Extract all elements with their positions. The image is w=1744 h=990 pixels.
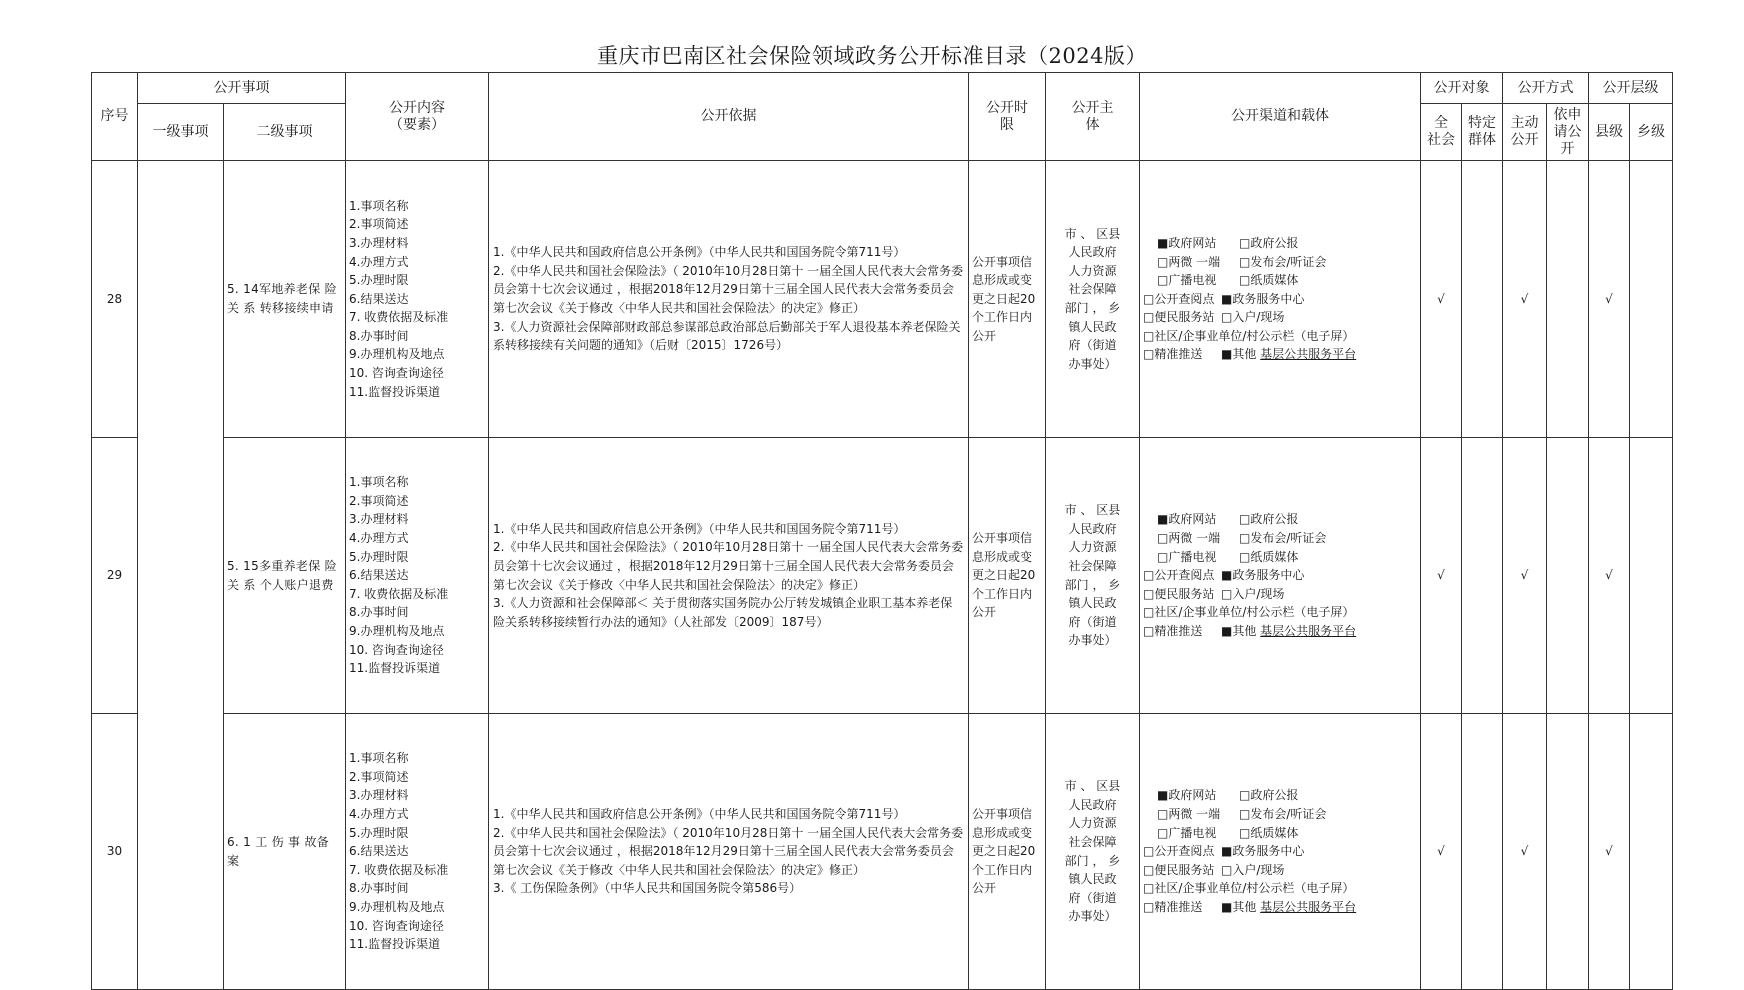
content-list: 1.事项名称 2.事项简述 3.办理材料 4.办理方式 5.办理时限 6.结果送达 7. 收费依据及标准 8.办事时间 9.办理机构及地点 10. 咨询查询途径 11.监督投诉渠道 [346, 438, 489, 714]
channel-list: ■政府网站 □政府公报 □两微 一端 □发布会/听证会 □广播电视 □纸质媒体 □公开查阅点 ■政务服务中心 □便民服务站 □入户/现场 □社区/企事业单位/村公示栏（电子屏） □精准推送 ■其他 基层公共服务平台 [1140, 161, 1421, 438]
header-subject: 公开主 体 [1046, 73, 1140, 161]
header-target-all: 全 社会 [1421, 104, 1462, 161]
level2-item: 6. 1 工 伤 事 故备案 [224, 714, 346, 990]
level-county-check: √ [1589, 438, 1630, 714]
header-level1: 一级事项 [138, 104, 224, 161]
target-group-check [1462, 161, 1503, 438]
header-level-county: 县级 [1589, 104, 1630, 161]
header-level2: 二级事项 [224, 104, 346, 161]
level-town-check [1630, 438, 1673, 714]
time-limit: 公开事项信息形成或变更之日起20个工作日内公开 [969, 161, 1046, 438]
basis-text: 1.《中华人民共和国政府信息公开条例》（中华人民共和国国务院令第711号） 2.《中华人民共和国社会保险法》（ 2010年10月28日第十 一届全国人民代表大会常务委员会第十七次会议通过 ，根据2018年12月29日第十三届全国人民代表大会常务委员会第七次会议《关于修改〈中华人民共和国社会保险法〉的决定》修正） 3.《 工伤保险条例》（中华人民共和国国务院令第586号） [489, 714, 969, 990]
row-seq: 29 [92, 438, 138, 714]
header-mode-active: 主动 公开 [1503, 104, 1547, 161]
level-town-check [1630, 714, 1673, 990]
table-row [92, 161, 1673, 438]
subject-text: 市 、 区县 人民政府 人力资源 社会保障 部门 ， 乡 镇人民政 府（街道 办事处） [1046, 714, 1140, 990]
subject-text: 市 、 区县 人民政府 人力资源 社会保障 部门 ， 乡 镇人民政 府（街道 办事处） [1046, 438, 1140, 714]
page-title: 重庆市巴南区社会保险领域政务公开标准目录（2024版） [597, 44, 1147, 68]
time-limit: 公开事项信息形成或变更之日起20个工作日内公开 [969, 714, 1046, 990]
level-county-check: √ [1589, 714, 1630, 990]
header-target: 公开对象 [1421, 73, 1503, 104]
time-limit: 公开事项信息形成或变更之日起20个工作日内公开 [969, 438, 1046, 714]
mode-apply-check [1547, 714, 1589, 990]
level-county-check: √ [1589, 161, 1630, 438]
header-time: 公开时 限 [969, 73, 1046, 161]
channel-list: ■政府网站 □政府公报 □两微 一端 □发布会/听证会 □广播电视 □纸质媒体 □公开查阅点 ■政务服务中心 □便民服务站 □入户/现场 □社区/企事业单位/村公示栏（电子屏） □精准推送 ■其他 基层公共服务平台 [1140, 438, 1421, 714]
header-level-town: 乡级 [1630, 104, 1673, 161]
level2-item: 5. 15多重养老保 险 关 系 个人账户退费 [224, 438, 346, 714]
header-content: 公开内容 （要素） [346, 73, 489, 161]
mode-active-check: √ [1503, 714, 1547, 990]
basis-text: 1.《中华人民共和国政府信息公开条例》（中华人民共和国国务院令第711号） 2.《中华人民共和国社会保险法》（ 2010年10月28日第十 一届全国人民代表大会常务委员会第十七次会议通过 ，根据2018年12月29日第十三届全国人民代表大会常务委员会第七次会议《关于修改〈中华人民共和国社会保险法〉的决定》修正） 3.《人力资源社会保障部财政部总参谋部总政治部总后勤部关于军人退役基本养老保险关系转移接续有关问题的通知》（后财〔2015〕1726号） [489, 161, 969, 438]
catalog-table [91, 72, 1673, 990]
row-seq: 30 [92, 714, 138, 990]
level2-item: 5. 14军地养老保 险 关 系 转移接续申请 [224, 161, 346, 438]
table-row [92, 714, 1673, 990]
channel-list: ■政府网站 □政府公报 □两微 一端 □发布会/听证会 □广播电视 □纸质媒体 □公开查阅点 ■政务服务中心 □便民服务站 □入户/现场 □社区/企事业单位/村公示栏（电子屏） □精准推送 ■其他 基层公共服务平台 [1140, 714, 1421, 990]
basis-text: 1.《中华人民共和国政府信息公开条例》（中华人民共和国国务院令第711号） 2.《中华人民共和国社会保险法》（ 2010年10月28日第十 一届全国人民代表大会常务委员会第十七次会议通过 ，根据2018年12月29日第十三届全国人民代表大会常务委员会第七次会议《关于修改〈中华人民共和国社会保险法〉的决定》修正） 3.《人力资源和社会保障部＜ 关于贯彻落实国务院办公厅转发城镇企业职工基本养老保险关系转移接续暂行办法的通知》（人社部发〔2009〕187号） [489, 438, 969, 714]
mode-apply-check [1547, 161, 1589, 438]
content-list: 1.事项名称 2.事项简述 3.办理材料 4.办理方式 5.办理时限 6.结果送达 7. 收费依据及标准 8.办事时间 9.办理机构及地点 10. 咨询查询途径 11.监督投诉渠道 [346, 714, 489, 990]
target-all-check: √ [1421, 438, 1462, 714]
header-basis: 公开依据 [489, 73, 969, 161]
level1-cell [138, 161, 224, 990]
header-level: 公开层级 [1589, 73, 1673, 104]
mode-active-check: √ [1503, 438, 1547, 714]
header-channel: 公开渠道和载体 [1140, 73, 1421, 161]
mode-active-check: √ [1503, 161, 1547, 438]
row-seq: 28 [92, 161, 138, 438]
content-list: 1.事项名称 2.事项简述 3.办理材料 4.办理方式 5.办理时限 6.结果送达 7. 收费依据及标准 8.办事时间 9.办理机构及地点 10. 咨询查询途径 11.监督投诉渠道 [346, 161, 489, 438]
header-mode: 公开方式 [1503, 73, 1589, 104]
target-group-check [1462, 714, 1503, 990]
level-town-check [1630, 161, 1673, 438]
table-row [92, 438, 1673, 714]
header-items: 公开事项 [138, 73, 346, 104]
target-all-check: √ [1421, 714, 1462, 990]
target-all-check: √ [1421, 161, 1462, 438]
mode-apply-check [1547, 438, 1589, 714]
header-mode-apply: 依申 请公 开 [1547, 104, 1589, 161]
target-group-check [1462, 438, 1503, 714]
header-seq: 序号 [92, 73, 138, 161]
subject-text: 市 、 区县 人民政府 人力资源 社会保障 部门 ， 乡 镇人民政 府（街道 办事处） [1046, 161, 1140, 438]
header-target-group: 特定 群体 [1462, 104, 1503, 161]
